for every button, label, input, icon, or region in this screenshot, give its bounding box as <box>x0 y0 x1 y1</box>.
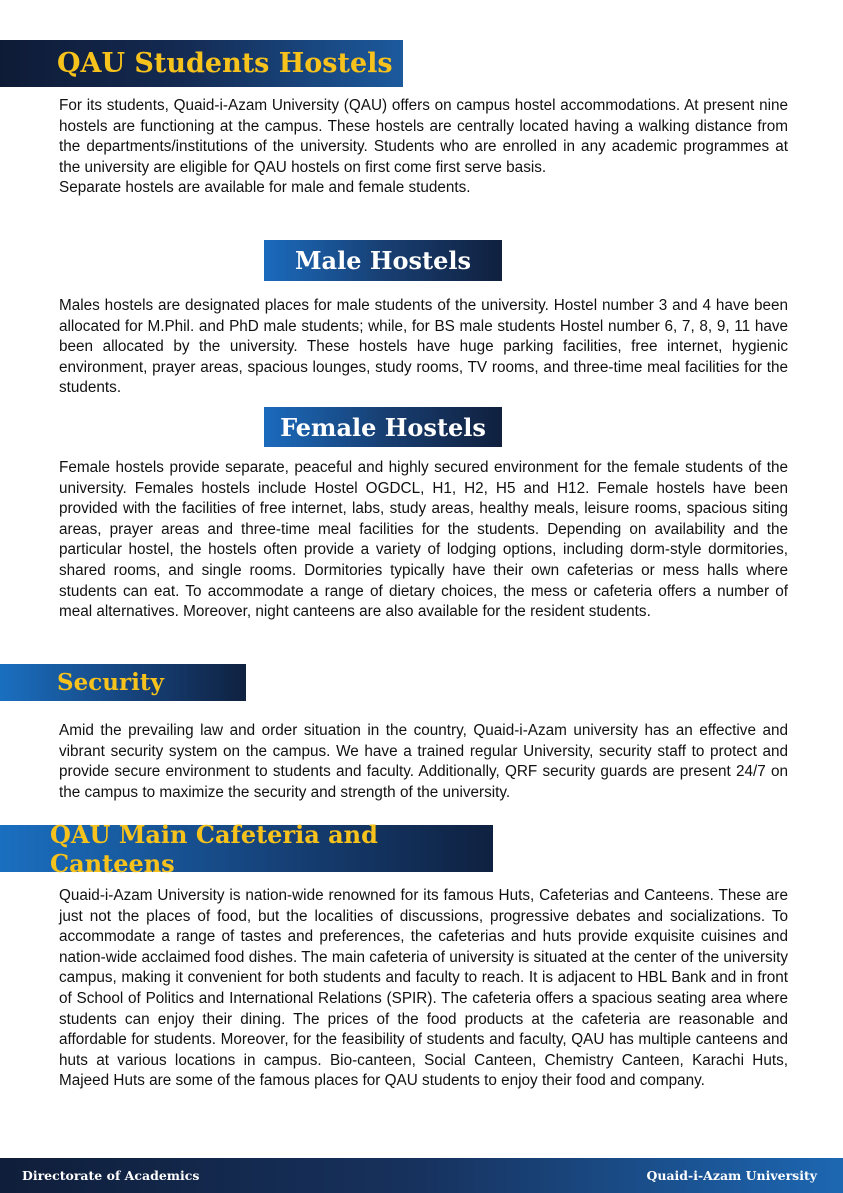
heading-students-hostels-text: QAU Students Hostels <box>57 48 393 79</box>
security-text: Amid the prevailing law and order situation in the country, Quaid-i-Azam university has an effective and vibrant security system on the campus. We have a trained regular University, security staff to protect and provide secure environment to students and faculty. Additionally, QRF security guards are present 24/7 on the campus to maximize the security and strength of the university. <box>59 722 788 801</box>
heading-security-text: Security <box>57 669 164 696</box>
heading-male-hostels-text: Male Hostels <box>294 246 472 275</box>
page-footer <box>0 1158 843 1193</box>
heading-students-hostels <box>0 40 403 87</box>
cafeteria-text: Quaid-i-Azam University is nation-wide renowned for its famous Huts, Cafeterias and Canteens. These are just not the places of food, but the localities of discussions, progressive debates and socializations. To accommodate a range of tastes and preferences, the cafeterias and huts provide exquisite cuisines and nation-wide acclaimed food dishes. The main cafeteria of university is situated at the center of the university campus, making it convenient for both students and faculty to reach. It is adjacent to HBL Bank and in front of School of Politics and International Relations (SPIR). The cafeteria offers a spacious seating area where students can enjoy their dining. The prices of the food products at the cafeteria are reasonable and affordable for students. Moreover, for the feasibility of students and faculty, QAU has multiple canteens and huts at various locations in campus. Bio-canteen, Social Canteen, Chemistry Canteen, Karachi Huts, Majeed Huts are some of the famous places for QAU students to enjoy their food and company. <box>59 887 788 1090</box>
footer-right-text: Quaid-i-Azam University <box>646 1168 817 1183</box>
heading-cafeteria <box>0 819 493 878</box>
male-hostels-text: Males hostels are designated places for male students of the university. Hostel number 3 and 4 have been allocated for M.Phil. and PhD male students; while, for BS male students Hostel number 6, 7, 8, 9, 11 have been allocated by the university. These hostels have huge parking facilities, free internet, hygienic environment, prayer areas, spacious lounges, study rooms, TV rooms, and three-time meal facilities for the students. <box>59 297 788 397</box>
intro-paragraph: For its students, Quaid-i-Azam University (QAU) offers on campus hostel accommodations. At present nine hostels are functioning at the campus. These hostels are centrally located having a walking distance from the departments/institutions of the university. Students who are enrolled in any academic programmes at the university are eligible for QAU hostels on first come first serve basis. <box>59 97 788 176</box>
heading-male-hostels <box>264 240 502 281</box>
heading-female-hostels-text: Female Hostels <box>280 412 486 442</box>
heading-female-hostels <box>264 407 502 447</box>
footer-left-text: Directorate of Academics <box>22 1168 200 1183</box>
female-hostels-text: Female hostels provide separate, peaceful and highly secured environment for the female students of the university. Females hostels include Hostel OGDCL, H1, H2, H5 and H12. Female hostels have been provided with the facilities of free internet, labs, study areas, healthy meals, leisure rooms, spacious siting areas, prayer areas and three-time meal facilities for the students. Depending on availability and the particular hostel, the hostels often provide a variety of lodging options, including dorm-style dormitories, shared rooms, and single rooms. Dormitories typically have their own cafeterias or mess halls where students can eat. To accommodate a range of dietary choices, the mess or cafeteria offers a number of meal alternatives. Moreover, night canteens are also available for the resident students. <box>59 459 788 621</box>
intro-note: Separate hostels are available for male and female students. <box>59 179 471 197</box>
intro-text <box>59 96 788 199</box>
heading-security <box>0 664 246 701</box>
heading-cafeteria-text: QAU Main Cafeteria and Canteens <box>50 819 378 878</box>
